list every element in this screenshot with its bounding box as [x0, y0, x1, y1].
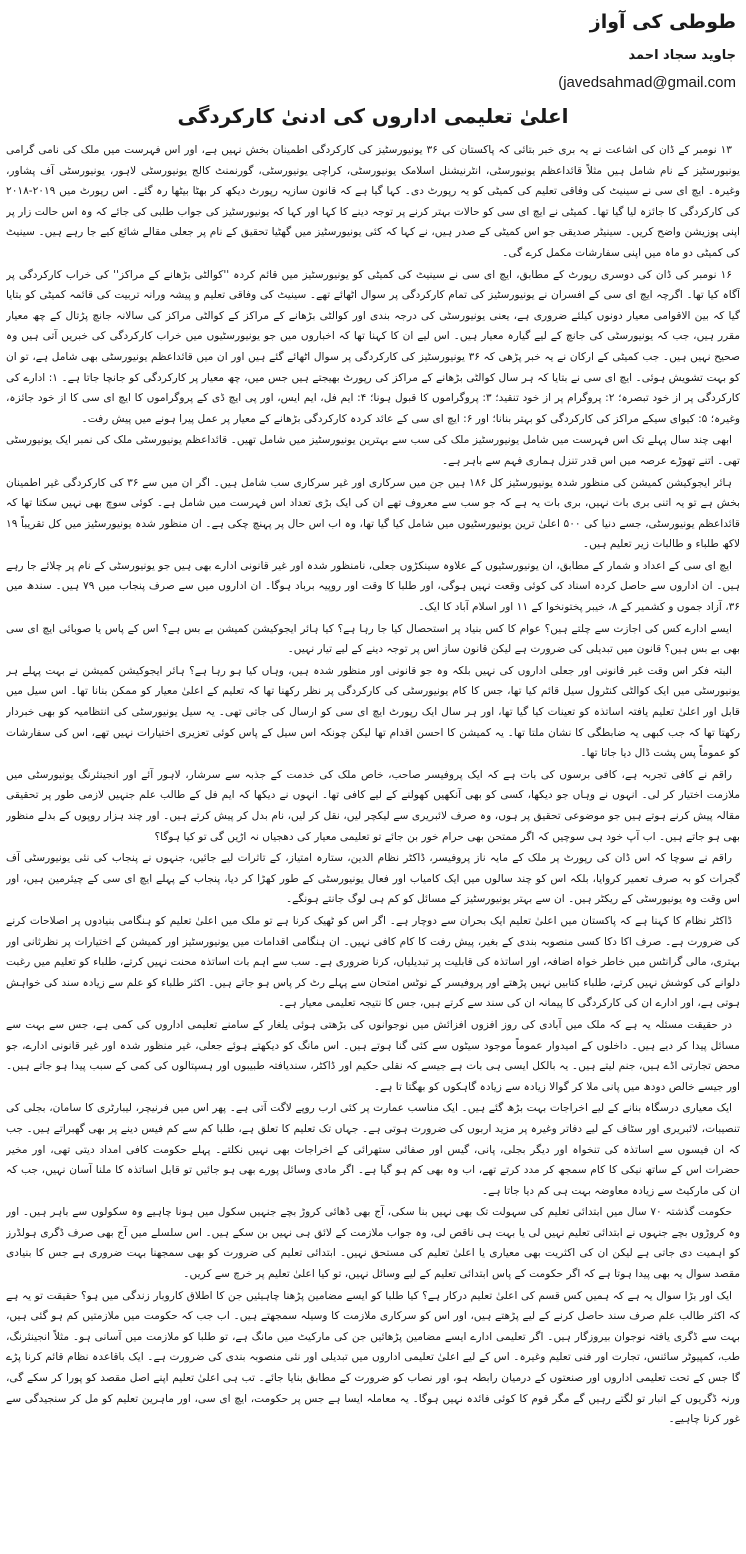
paragraph: ابھی چند سال پہلے تک اس فہرست میں شامل یونیورسٹیز ملک کی سب سے بہترین یونیورسٹیز میں شامل تھیں۔ قائداعظم یونیورسٹی ملک کی نمبر ایک یونیورسٹی تھی۔ اتنے تھوڑے عرصہ میں اس قدر تنزل ہماری فہم سے باہر ہے۔	[6, 434, 740, 467]
article-headline: اعلیٰ تعلیمی اداروں کی ادنیٰ کارکردگی	[177, 104, 569, 128]
column-title: طوطی کی آواز	[589, 11, 736, 33]
paragraph: ایسے ادارے کس کی اجازت سے چلتے ہیں؟ عوام کا کس بنیاد پر استحصال کیا جا رہا ہے؟ کیا ہائر ایجوکیشن کمیشن بے بس ہے؟ اس کے پاس یا صوبائی ایچ ای سی بھی بے بس ہیں؟ قانون میں تبدیلی کی ضرورت ہے لیکن قانون ساز اس پر توجہ دینے کے لیے تیار نہیں۔	[6, 622, 740, 656]
paragraph: حکومت گذشتہ ۷۰ سال میں ابتدائی تعلیم کی سہولت تک بھی نہیں بنا سکی، آج بھی ڈھائی کروڑ بچے جنہیں سکول میں ہونا چاہیے وہ سکولوں سے باہر ہیں۔ اور وہ کروڑوں بچے جنہوں نے ابتدائی تعلیم نہیں لی یا بہت ہی ناقص لی، وہ جواب ملازمت کے لائق ہی نہیں بن سکے ہیں۔ اس سلسلے میں آج بھی صرف ڈگری ہولڈرز کو اہمیت دی جاتی ہے لیکن ان کی اکثریت بھی معیاری یا اعلیٰ تعلیم کی مستحق نہیں۔ ابتدائی تعلیم کی ضرورت کو بھی سمجھنا بہت ضروری ہے جس کا بنیادی مقصد سوال یہ بھی پیدا ہوتا ہے کہ اگر حکومت کے پاس ابتدائی تعلیم کے لیے وسائل نہیں، تو کیا اعلیٰ تعلیم پر خرچ سے کریں۔	[6, 1206, 740, 1281]
paragraph: ۱۳ نومبر کے ڈان کی اشاعت نے یہ بری خبر بتائی کہ پاکستان کی ۳۶ یونیورسٹیز کی کارکردگی اطمینان بخش نہیں ہے، اور اس فہرست میں ملک کی نامی گرامی یونیورسٹیز کے نام شامل ہیں مثلاً قائداعظم یونیورسٹی، انٹرنیشنل اسلامک یونیورسٹی، کراچی یونیورسٹی، گورنمنٹ کالج یونیورسٹی لاہور، یونیورسٹی آف پشاور، وغیرہ۔ ایچ ای سی نے سینیٹ کی وفاقی تعلیم کی کمیٹی کو یہ رپورٹ دی۔ کہا گیا ہے کہ قانون سازیہ رپورٹ دیکھ کر بھٹا بیٹھا رہ گئے۔ اس رپورٹ میں ۲۰۱۹-۲۰۱۸ کی کارکردگی کا جائزہ لیا گیا تھا۔ کمیٹی نے ایچ ای سی کو حالات بہتر کرنے پر توجہ دینے کا کہا اور کہا کہ یونیورسٹیز کی جواب طلبی کی جائے کہ وہ اس حالت زار پر اپنی پوزیشن واضح کریں۔ سینیٹر صدیقی جو اس کمیٹی کے صدر ہیں، نے کہا کہ کئی یونیورسٹیز میں گھٹیا تحقیق کے نام پر جعلی مقالے شائع کیے جا رہے ہیں۔ سینیٹ کی کمیٹی دو ماہ میں اپنی سفارشات مکمل کرے گی۔	[6, 144, 740, 259]
paragraph: راقم نے کافی تجربہ ہے، کافی برسوں کی بات ہے کہ ایک پروفیسر صاحب، خاص ملک کی خدمت کے جذبہ سے سرشار، لاہور آئے اور انجینئرنگ یونیورسٹی میں ملازمت اختیار کر لی۔ انہوں نے وہاں جو دیکھا، کسی کو بھی آنکھیں کھولنے کے لیے کافی تھا۔ انہوں نے دیکھا کہ ایم فل کے طالب علم جنہیں لازمی طور پر تحقیقی مقالہ پیش کرنے ہوتے ہیں جو موضوعی تحقیق پر ہوں، وہ صرف لائبریری سے لیکچر لیں، نقل کر لیں، نام بدل کر پیش کرتے ہیں۔ اور چند ہزار روپوں کے بدلے منظور بھی ہو جاتے ہیں۔ اب آپ خود ہی سوچیں کہ اگر ممتحن بھی حرام خور بن جائے تو تعلیمی معیار کی دھجیاں نہ اڑیں گی تو کیا ہوگا؟	[6, 768, 740, 843]
paragraph: ایچ ای سی کے اعداد و شمار کے مطابق، ان یونیورسٹیوں کے علاوہ سینکڑوں جعلی، نامنظور شدہ اور غیر قانونی ادارے بھی ہیں جو یونیورسٹی کے نام پر چلائے جا رہے ہیں۔ ان اداروں سے حاصل کردہ اسناد کی کوئی وقعت نہیں ہوگی، اور طلبا کا وقت اور روپیہ برباد ہوگا۔ ان اداروں میں سے صرف پنجاب میں ۷۹ ہیں۔ سندھ میں ۳۶، آزاد جموں و کشمیر کے ۸، خیبر پختونخوا کے ۱۱ اور اسلام آباد کا ایک۔	[6, 559, 740, 614]
author-name: جاوید سجاد احمد	[628, 48, 736, 63]
paragraph: در حقیقت مسئلہ یہ ہے کہ ملک میں آبادی کی روز افزوں افزائش میں نوجوانوں کی بڑھتی ہوئی یلغار کے سامنے تعلیمی اداروں کی کمی ہے، جس سے بہت سے مسائل پیدا کر دیے ہیں۔ داخلوں کے امیدوار عموماً موجود سیٹوں سے کئی گنا ہوتے ہیں۔ اس مانگ کو دیکھتے ہوئے جعلی، غیر منظور شدہ اور غیر قانونی ادارے، جو محض تجارتی اڈے ہیں، جنم لیتے ہیں۔ یہ بالکل ایسی ہی بات ہے جیسے کہ نقلی حکیم اور ڈاکٹر، سندیافتہ طبیبوں اور ہسپتالوں کی کمی کے سبب پیدا ہو جاتے ہیں۔ اور جیسے خالص دودھ میں پانی ملا کر گوالا زیادہ سے زیادہ گاہکوں کو بھگتا تا ہے۔	[6, 1018, 740, 1093]
article-body	[6, 140, 740, 1548]
paragraph: البتہ فکر اس وقت غیر قانونی اور جعلی اداروں کی نہیں بلکہ وہ جو قانونی اور منظور شدہ ہیں، وہاں کیا ہو رہا ہے؟ ہائر ایجوکیشن کمیشن نے بہت پہلے ہر یونیورسٹی میں ایک کوالٹی کنٹرول سیل قائم کیا تھا، جس کا کام یونیورسٹی کی کارکردگی پر نظر رکھنا تھا کہ تعلیم کے اعلیٰ معیار کو ممکن بنانا تھا۔ اس سیل میں قابل اور اعلیٰ تعلیم یافتہ اساتذہ کو تعینات کیا گیا تھا، اور ہر سال ایک رپورٹ ایچ ای سی کو ارسال کی جاتی تھی۔ یہ سیل یونیورسٹی کی انتظامیہ کو بھی خبردار رکھتا تھا کہ جب کبھی یہ ضابطگی کا نشان ملتا تھا۔ یہ کمیشن کا احسن اقدام تھا لیکن چونکہ اس سیل کے پاس کوئی تعزیری اختیارات نہیں تھے، اس کی سفارشات کو عموماً پس پشت ڈال دیا جاتا تھا۔	[6, 664, 740, 760]
paragraph: ایک معیاری درسگاہ بنانے کے لیے اخراجات بہت بڑھ گئے ہیں۔ ایک مناسب عمارت پر کئی ارب روپے لاگت آتی ہے۔ پھر اس میں فرنیچر، لیبارٹری کا سامان، بجلی کی تنصیبات، لائبریری اور سٹاف کے لیے دفاتر وغیرہ پر مزید اربوں کی ضرورت ہوتی ہے۔ جہاں تک تعلیم کا تعلق ہے، طلبا کم سے کم فیس دینے پر بھی گھبراتے ہیں۔ جب کہ ان فیسوں سے اساتذہ کی تنخواہ اور دیگر بجلی، پانی، گیس اور صفائی ستھرائی کے اخراجات بھی نہیں نکلتے۔ پہلے حکومت کافی امداد دیتی تھی، اور مخیر حضرات اس کے ساتھ نیکی کا کام سمجھ کر مدد کرتے تھے، اب وہ بھی کم ہو گیا ہے۔ اگر مادی وسائل پورے بھی ہو جائیں تو قابل اساتذہ کا ملنا آسان نہیں، جب کہ ان کی مارکیٹ سے زیادہ معاوضہ بہت ہی کم دیا جاتا ہے۔	[6, 1102, 740, 1197]
paragraph: ایک اور بڑا سوال یہ ہے کہ ہمیں کس قسم کی اعلیٰ تعلیم درکار ہے؟ کیا طلبا کو ایسے مضامین پڑھنا چاہیئیں جن کا اطلاق کاروبار زندگی میں ہو؟ حقیقت تو یہ ہے کہ اکثر طالب علم صرف سند حاصل کرنے کے لیے پڑھتے ہیں، اور اس کو سرکاری ملازمت کا وسیلہ سمجھتے ہیں۔ اب جب کہ حکومت میں ملازمتیں کم ہو گئی ہیں، بہت سے ڈگری یافتہ نوجوان بیروزگار ہیں۔ اگر تعلیمی ادارے ایسے مضامین پڑھائیں جن کی مارکیٹ میں مانگ ہے، تو طلبا کو ملازمت میں آسانی ہو۔ مثلاً انجینئرنگ، طب، کمپیوٹر سائنس، تجارت اور فنی تعلیم وغیرہ۔ اس کے لیے اعلیٰ تعلیمی اداروں میں تبدیلی اور نئی منصوبہ بندی کی ضرورت ہے۔ ایک باقاعدہ نظام قائم کرنا پڑے گا جس کے تحت تعلیمی اداروں اور صنعتوں کے درمیان رابطہ ہو، اور نصاب کو ضرورت کے مطابق بنایا جائے۔ تب ہی اعلیٰ تعلیم اپنے اصل مقصد کو پورا کر سکے گی، ورنہ ڈگریوں کے انبار تو لگتے رہیں گے مگر قوم کا کوئی فائدہ نہیں ہوگا۔ یہ معاملہ ایسا ہے جس پر حکومت، ایچ ای سی، اور ماہرین تعلیم کو مل کر سنجیدگی سے غور کرنا چاہیے۔	[6, 1289, 740, 1426]
paragraph: ہائر ایجوکیشن کمیشن کی منظور شدہ یونیورسٹیز کل ۱۸۶ ہیں جن میں سرکاری اور غیر سرکاری سب شامل ہیں۔ اگر ان میں سے ۳۶ کی کارکردگی غیر اطمینان بخش ہے تو یہ اتنی بری بات نہیں، بری بات یہ ہے کہ جو سب سے معروف تھے ان کی ایک بڑی تعداد اس فہرست میں شامل ہے۔ کوئی سوچ بھی نہیں سکتا تھا کہ قائداعظم یونیورسٹی، جسے دنیا کی ۵۰۰ اعلیٰ ترین یونیورسٹیوں میں شامل کیا گیا تھا، وہ اب اس حال پر پہنچ چکی ہے۔ ان منظور شدہ یونیورسٹیز میں کل تقریباً ۱۹ لاکھ طلباء و طالبات زیر تعلیم ہیں۔	[6, 476, 740, 551]
paragraph: راقم نے سوچا کہ اس ڈان کی رپورٹ پر ملک کے مایہ ناز پروفیسر، ڈاکٹر نظام الدین، ستارہ امتیاز، کے تاثرات لیے جائیں، جنہوں نے پنجاب کی نئی یونیورسٹی آف گجرات کو بہ صرف تعمیر کروایا، بلکہ اس کو چند سالوں میں ایک کامیاب اور فعال یونیورسٹی کے طور کھڑا کر دیا، پنجاب کے پہلے ایچ ای سی کے چیئرمین ہیں، اور اس وقت وہ یونیورسٹی کے ریکٹر ہیں۔ ان سے بہتر یونیورسٹیز کے مسائل کو کم ہی لوگ جانتے ہونگے۔	[6, 852, 740, 906]
author-email: (javedsahmad@gmail.com	[558, 74, 736, 91]
paragraph: ڈاکٹر نظام کا کہنا ہے کہ پاکستان میں اعلیٰ تعلیم ایک بحران سے دوچار ہے۔ اگر اس کو ٹھیک کرنا ہے تو ملک میں اعلیٰ تعلیم کو ہنگامی بنیادوں پر اصلاحات کرنے کی ضرورت ہے۔ صرف اکا دکا کسی منصوبہ بندی کے بغیر، پیش رفت کا کام کافی نہیں۔ ان ہنگامی اقدامات میں یونیورسٹیز اور کمیشن کے اختیارات پر نظرثانی اور بہتری، مالی گرانٹس میں خاطر خواہ اضافہ، اور اساتذہ کی قابلیت پر تبدیلیاں، کرنا ضروری ہے۔ سب سے اہم بات اساتذہ محنت نہیں کرتے، طلباء کو تعلیم میں رغبت دلوانے کی کوشش نہیں کرتے، طلباء کتابیں نہیں پڑھتے اور پروفیسر کے نوٹس امتحان سے پہلے رٹ کر پاس ہو جاتے ہیں۔ اکثر طلباء کو علم سے زیادہ سند کی خواہش ہوتی ہے، اور ادارے ان کی کارکردگی کا پیمانہ ان کی سند سے کرتے ہیں، جس کا نتیجہ تعلیمی معیار ہے۔	[6, 914, 740, 1010]
paragraph: ۱۶ نومبر کی ڈان کی دوسری رپورٹ کے مطابق، ایچ ای سی نے سینیٹ کی کمیٹی کو یونیورسٹیز میں قائم کردہ ''کوالٹی بڑھانے کے مراکز'' کی خراب کارکردگی پر آگاہ کیا تھا۔ اگرچہ ایچ ای سی کے افسران نے یونیورسٹیز کی تمام کارکردگی پر سوال اٹھائے تھے۔ سینیٹ کی وفاقی تعلیم و پیشہ ورانہ تربیت کی قائمہ کمیٹی کو بتایا گیا کہ بین الاقوامی معیار دونوں کیلئے ضروری ہے، یعنی یونیورسٹی کی درجہ بندی اور کوالٹی بڑھانے کے مراکز کے کوالٹی مراکز کی سالانہ جانچ پڑتال کے چھ معیار مقرر ہیں، جب کہ یونیورسٹی کی جانچ کے لیے گیارہ معیار ہیں۔ اس لیے ان کا کہنا تھا کہ اخباروں میں جو یونیورسٹیوں میں خراب کارکردگی کی خبریں آتی ہیں وہ صحیح نہیں ہیں۔ جب کمیٹی کے ارکان نے یہ خبر پڑھی کہ ۳۶ یونیورسٹیز کی کارکردگی پر سوال اٹھائے گئے ہیں اور ان میں قائداعظم یونیورسٹی بھی شامل ہے، تو ان کو بہت تشویش ہوئی۔ ایچ ای سی نے بتایا کہ ہر سال کوالٹی بڑھانے کے مراکز کی رپورٹ بھیجتے ہیں جس میں، چھ معیار پر کارکردگی کو جانچا جاتا ہے۔ ۱: ادارے کی کارکردگی پر از خود تبصرہ؛ ۲: پروگرام پر از خود تنقید؛ ۳: پروگراموں کا قبول ہونا؛ ۴: ایم فل، ایم ایس، اور پی ایچ ڈی کے پروگراموں کا ایچ ای سی کا از خود جائزہ، وغیرہ؛ ۵: کیوای سیکے مراکز کی کارکردگی کو بہتر بنانا؛ اور ۶: ایچ ای سی کے عائد کردہ کارکردگی بڑھانے کے معیار پر عمل پیرا ہونے میں پیش رفت۔	[6, 268, 740, 425]
